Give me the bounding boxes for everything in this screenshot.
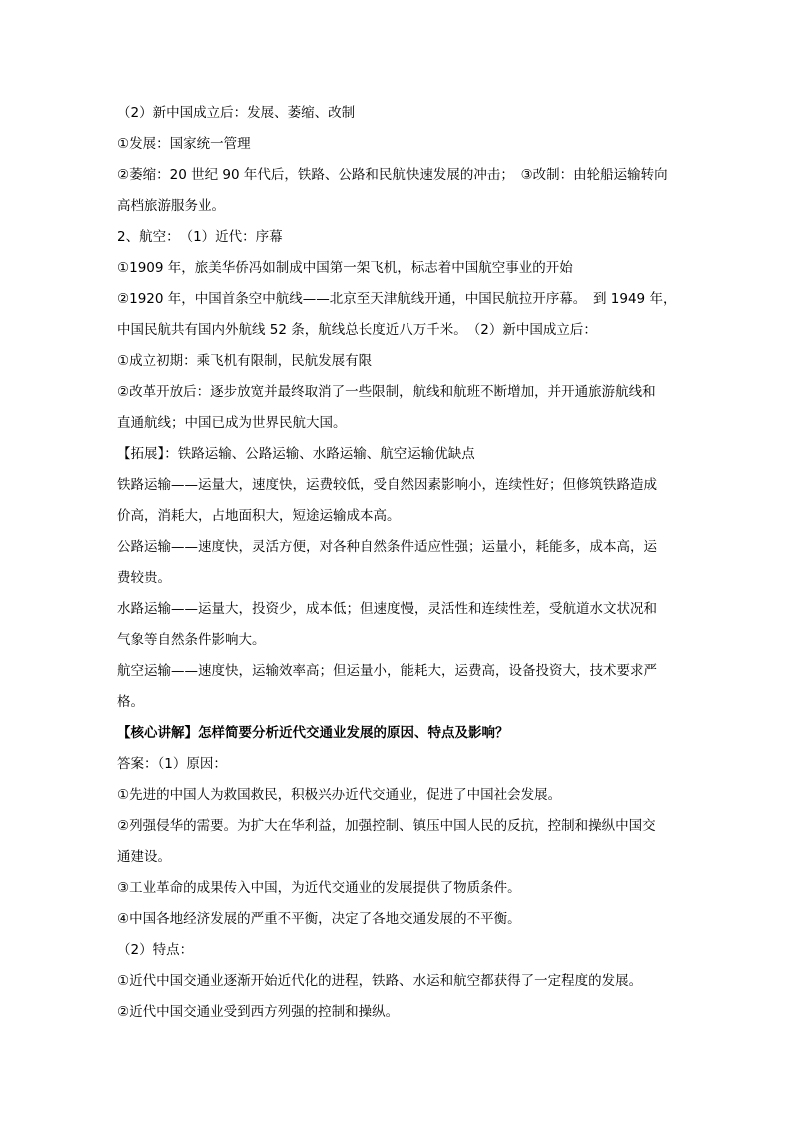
document-body — [117, 98, 687, 1028]
text-line: ②改革开放后：逐步放宽并最终取消了一些限制，航线和航班不断增加，并开通旅游航线和 — [117, 384, 656, 400]
text-line: 水路运输——运量大，投资少，成本低；但速度慢，灵活性和连续性差，受航道水文状况和 — [117, 601, 657, 617]
text-line: 格。 — [117, 694, 144, 710]
text-line: ①发展：国家统一管理 — [117, 136, 251, 152]
text-line: ③工业革命的成果传入中国，为近代交通业的发展提供了物质条件。 — [117, 880, 521, 896]
text-line: 中国民航共有国内外航线 52 条，航线总长度近八万千米。 （2）新中国成立后： — [117, 322, 597, 338]
text-line: （2）特点： — [117, 942, 194, 958]
text-line: 直通航线；中国已成为世界民航大国。 — [117, 415, 347, 431]
text-line: 高档旅游服务业。 — [117, 198, 225, 214]
text-line: 价高，消耗大，占地面积大，短途运输成本高。 — [117, 508, 401, 524]
text-line: ④中国各地经济发展的严重不平衡，决定了各地交通发展的不平衡。 — [117, 911, 521, 927]
text-line: ①1909 年，旅美华侨冯如制成中国第一架飞机，标志着中国航空事业的开始 — [117, 260, 573, 276]
core-explanation-heading: 【核心讲解】怎样简要分析近代交通业发展的原因、特点及影响？ — [117, 725, 509, 741]
text-line: ②列强侵华的需要。为扩大在华利益，加强控制、镇压中国人民的反抗，控制和操纵中国交 — [117, 818, 656, 834]
text-line: 航空运输——速度快，运输效率高；但运量小，能耗大，运费高，设备投资大，技术要求严 — [117, 663, 657, 679]
expansion-heading: 【拓展】：铁路运输、公路运输、水路运输、航空运输优缺点 — [117, 446, 475, 462]
text-line: （2）新中国成立后：发展、萎缩、改制 — [117, 105, 356, 121]
text-line: ①先进的中国人为救国救民，积极兴办近代交通业，促进了中国社会发展。 — [117, 787, 562, 803]
text-line: 公路运输——速度快，灵活方便，对各种自然条件适应性强；运量小，耗能多，成本高，运 — [117, 539, 657, 555]
text-line: 气象等自然条件影响大。 — [117, 632, 266, 648]
text-line: ①成立初期：乘飞机有限制，民航发展有限 — [117, 353, 373, 369]
text-line: ②近代中国交通业受到西方列强的控制和操纵。 — [117, 1004, 400, 1020]
text-line: ②萎缩：20 世纪 90 年代后，铁路、公路和民航快速发展的冲击； ③改制：由轮船运输转向 — [117, 167, 668, 183]
text-line: 费较贵。 — [117, 570, 171, 586]
text-line: 2、航空： （1）近代：序幕 — [117, 229, 283, 245]
text-line: ①近代中国交通业逐渐开始近代化的进程，铁路、水运和航空都获得了一定程度的发展。 — [117, 973, 643, 989]
text-line: ②1920 年，中国首条空中航线——北京至天津航线开通，中国民航拉开序幕。 到 1949 年， — [117, 291, 677, 307]
text-line: 通建设。 — [117, 849, 171, 865]
text-line: 答案：（1）原因： — [117, 756, 227, 772]
text-line: 铁路运输——运量大，速度快，运费较低，受自然因素影响小，连续性好；但修筑铁路造成 — [117, 477, 657, 493]
